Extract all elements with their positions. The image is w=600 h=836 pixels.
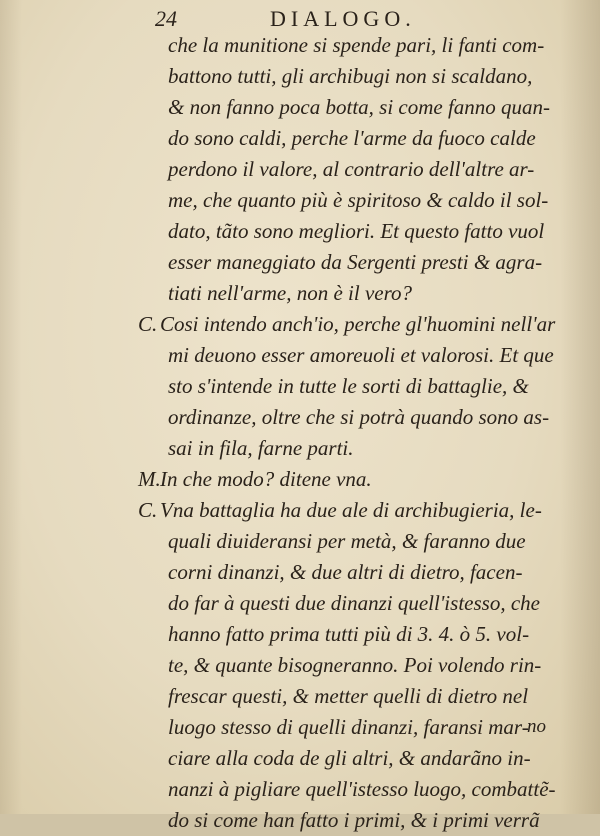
speaker-marker: C. — [138, 498, 158, 522]
text-line — [138, 340, 578, 371]
gutter-shadow — [0, 0, 22, 814]
text-line — [138, 526, 578, 557]
speaker-marker: M. — [138, 467, 161, 491]
text-line — [138, 92, 578, 123]
text-line — [138, 774, 578, 805]
line-text: me, che quanto più è spiritoso & caldo il sol- — [168, 188, 549, 212]
running-title: DIALOGO. — [270, 6, 416, 31]
line-text: quali diuideransi per metà, & faranno due — [168, 529, 526, 553]
text-line — [138, 712, 578, 743]
catchword: no — [527, 716, 546, 737]
line-text: mi deuono esser amoreuoli et valorosi. Et que — [168, 343, 554, 367]
text-line — [138, 681, 578, 712]
line-text: che la munitione si spende pari, li fanti com- — [168, 33, 545, 57]
line-text: battono tutti, gli archibugi non si scaldano, — [168, 64, 533, 88]
line-text: do far à questi due dinanzi quell'istesso, che — [168, 591, 540, 615]
text-line — [138, 371, 578, 402]
text-line — [138, 402, 578, 433]
text-line — [138, 30, 578, 61]
line-text: esser maneggiato da Sergenti presti & agra- — [168, 250, 543, 274]
line-text: frescar questi, & metter quelli di dietro nel — [168, 684, 529, 708]
text-line — [138, 123, 578, 154]
text-line — [138, 247, 578, 278]
line-text: ordinanze, oltre che si potrà quando sono as- — [168, 405, 550, 429]
text-line — [138, 619, 578, 650]
text-line — [138, 309, 578, 340]
line-text: do si come han fatto i primi, & i primi verrã — [168, 808, 540, 832]
line-text: luogo stesso di quelli dinanzi, faransi mar- — [168, 715, 529, 739]
line-text: corni dinanzi, & due altri di dietro, facen- — [168, 560, 523, 584]
line-text: Cosi intendo anch'io, perche gl'huomini nell'ar — [160, 312, 556, 336]
line-text: perdono il valore, al contrario dell'altre ar- — [168, 157, 535, 181]
text-line — [138, 464, 578, 495]
text-line — [138, 557, 578, 588]
line-text: In che modo? ditene vna. — [160, 467, 372, 491]
line-text: sto s'intende in tutte le sorti di battaglie, & — [168, 374, 529, 398]
page-number: 24 — [155, 6, 177, 31]
text-line — [138, 805, 578, 836]
text-line — [138, 495, 578, 526]
text-line — [138, 433, 578, 464]
line-text: dato, tãto sono megliori. Et questo fatto vuol — [168, 219, 545, 243]
body-text — [138, 30, 578, 836]
text-line — [138, 154, 578, 185]
line-text: hanno fatto prima tutti più di 3. 4. ò 5. vol- — [168, 622, 530, 646]
text-line — [138, 588, 578, 619]
text-line — [138, 185, 578, 216]
line-text: te, & quante bisogneranno. Poi volendo rin- — [168, 653, 542, 677]
text-line — [138, 278, 578, 309]
line-text: tiati nell'arme, non è il vero? — [168, 281, 413, 305]
line-text: sai in fila, farne parti. — [168, 436, 354, 460]
line-text: ciare alla coda de gli altri, & andarãno in- — [168, 746, 531, 770]
speaker-marker: C. — [138, 312, 158, 336]
line-text: nanzi à pigliare quell'istesso luogo, combattẽ- — [168, 777, 556, 801]
text-line — [138, 216, 578, 247]
line-text: Vna battaglia ha due ale di archibugieria, le- — [160, 498, 542, 522]
line-text: & non fanno poca botta, si come fanno quan- — [168, 95, 551, 119]
text-line — [138, 743, 578, 774]
text-line — [138, 650, 578, 681]
line-text: do sono caldi, perche l'arme da fuoco calde — [168, 126, 536, 150]
text-line — [138, 61, 578, 92]
